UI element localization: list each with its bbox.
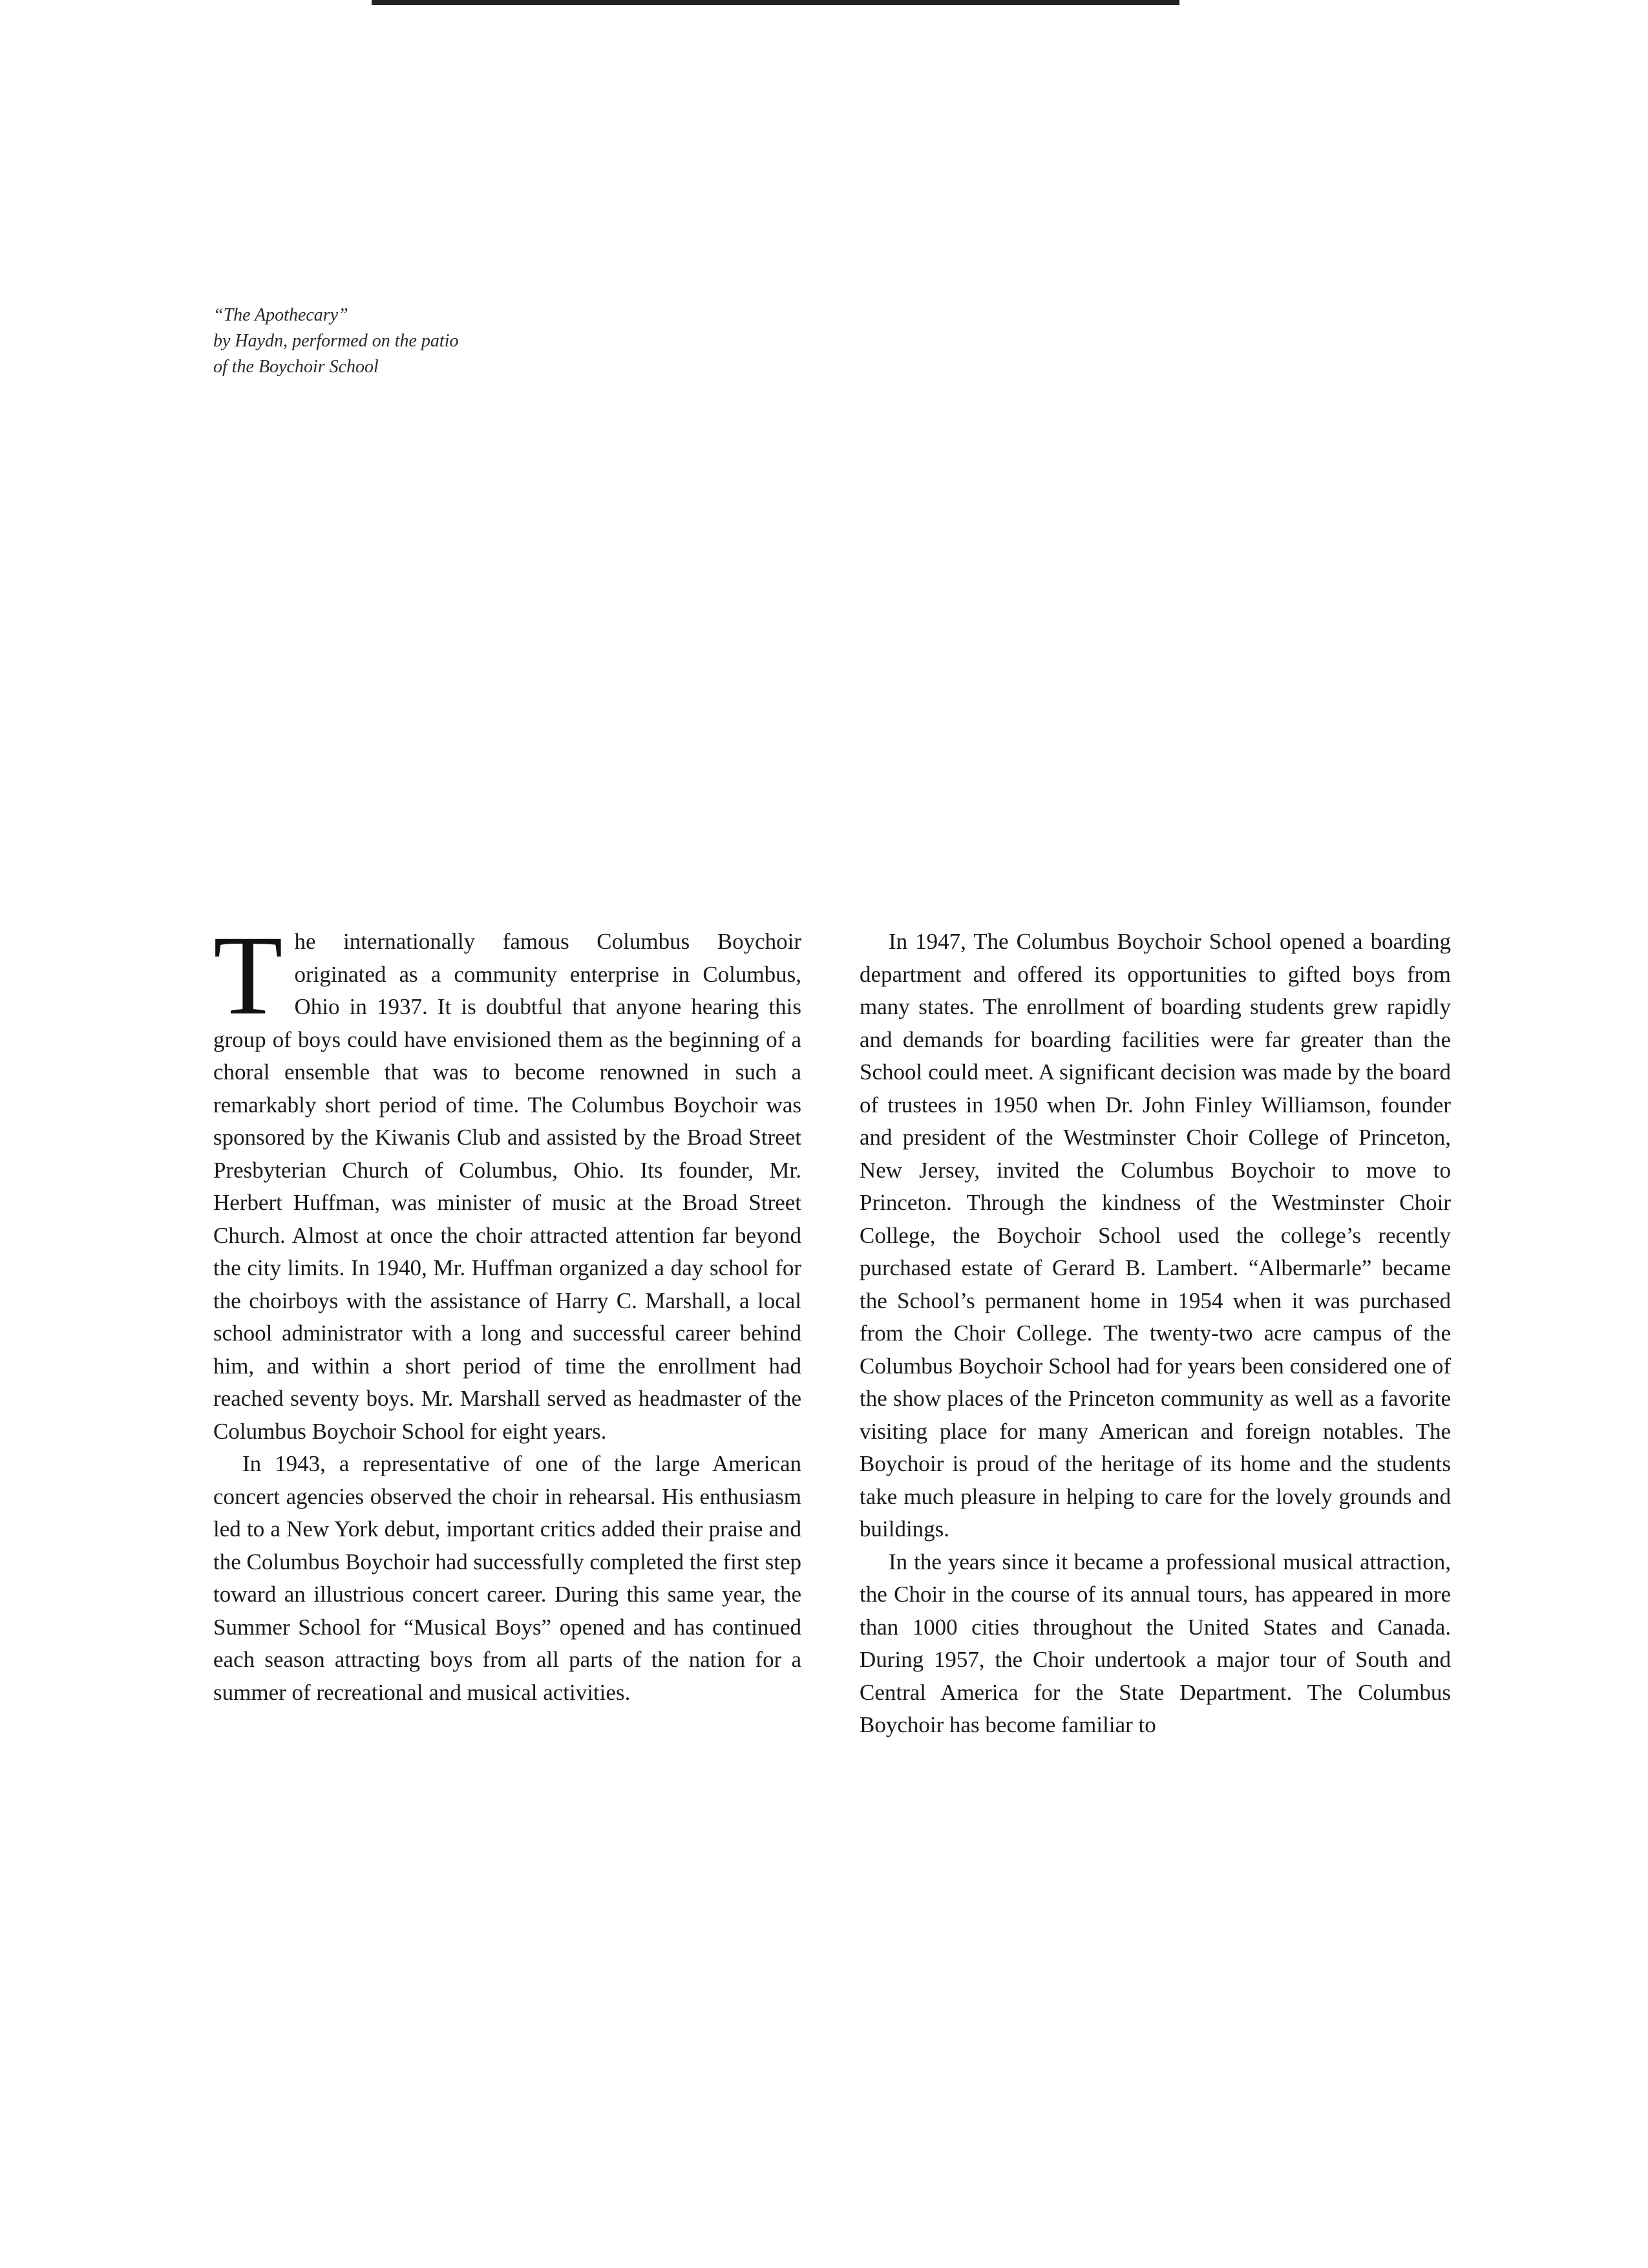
left-paragraph-2: In 1943, a representative of one of the large American concert agencies observed the choir in rehearsal. His enthusiasm led to a New York debut, important critics added their praise and the Columbus Boychoir had successfully completed the first step toward an illustrious concert career. During this same year, the Summer School for “Musical Boys” opened and has continued each season attracting boys from all parts of the nation for a summer of recreational and musical activities. bbox=[213, 1451, 801, 1705]
top-edge-rule bbox=[372, 0, 1179, 5]
caption-line-3: of the Boychoir School bbox=[213, 357, 379, 377]
caption-title: “The Apothecary” bbox=[213, 305, 348, 325]
left-paragraph-1 bbox=[213, 913, 801, 1448]
drop-cap-letter: T bbox=[213, 913, 283, 1039]
right-paragraph-2: In the years since it became a professional musical attraction, the Choir in the course of its annual tours, has appeared in more than 1000 cities throughout the United States and Canada. During 1957, the Choir undertook a major tour of South and Central America for the State Department. The Columbus Boychoir has become familiar to bbox=[860, 1549, 1451, 1737]
left-paragraph-1-text: he internationally famous Columbus Boychoir originated as a community enterprise in Columbus, Ohio in 1937. It is doubtful that anyone hearing this group of boys could have envisioned them as the beginning of a choral ensemble that was to become renowned in such a remarkably short period of time. The Columbus Boychoir was sponsored by the Kiwanis Club and assisted by the Broad Street Presbyterian Church of Columbus, Ohio. Its founder, Mr. Herbert Huffman, was minister of music at the Broad Street Church. Almost at once the choir attracted attention far beyond the city limits. In 1940, Mr. Huffman organized a day school for the choirboys with the assistance of Harry C. Marshall, a local school administrator with a long and successful career behind him, and within a short period of time the enrollment had reached seventy boys. Mr. Marshall served as headmaster of the Columbus Boychoir School for eight years. bbox=[213, 929, 801, 1444]
caption-line-2: by Haydn, performed on the patio bbox=[213, 331, 459, 351]
left-text-column bbox=[213, 913, 801, 1709]
right-text-column bbox=[860, 926, 1451, 1742]
right-paragraph-1: In 1947, The Columbus Boychoir School opened a boarding department and offered its opportunities to gifted boys from many states. The enrollment of boarding students grew rapidly and demands for boarding facilities were far greater than the School could meet. A significant decision was made by the board of trustees in 1950 when Dr. John Finley Williamson, founder and president of the Westminster Choir College of Princeton, New Jersey, invited the Columbus Boychoir to move to Princeton. Through the kindness of the Westminster Choir College, the Boychoir School used the college’s recently purchased estate of Gerard B. Lambert. “Albermarle” became the School’s permanent home in 1954 when it was purchased from the Choir College. The twenty-two acre campus of the Columbus Boychoir School had for years been considered one of the show places of the Princeton community as well as a favorite visiting place for many American and foreign notables. The Boychoir is proud of the heritage of its home and the students take much pleasure in helping to care for the lovely grounds and buildings. bbox=[860, 929, 1451, 1542]
photo-caption bbox=[213, 302, 614, 380]
